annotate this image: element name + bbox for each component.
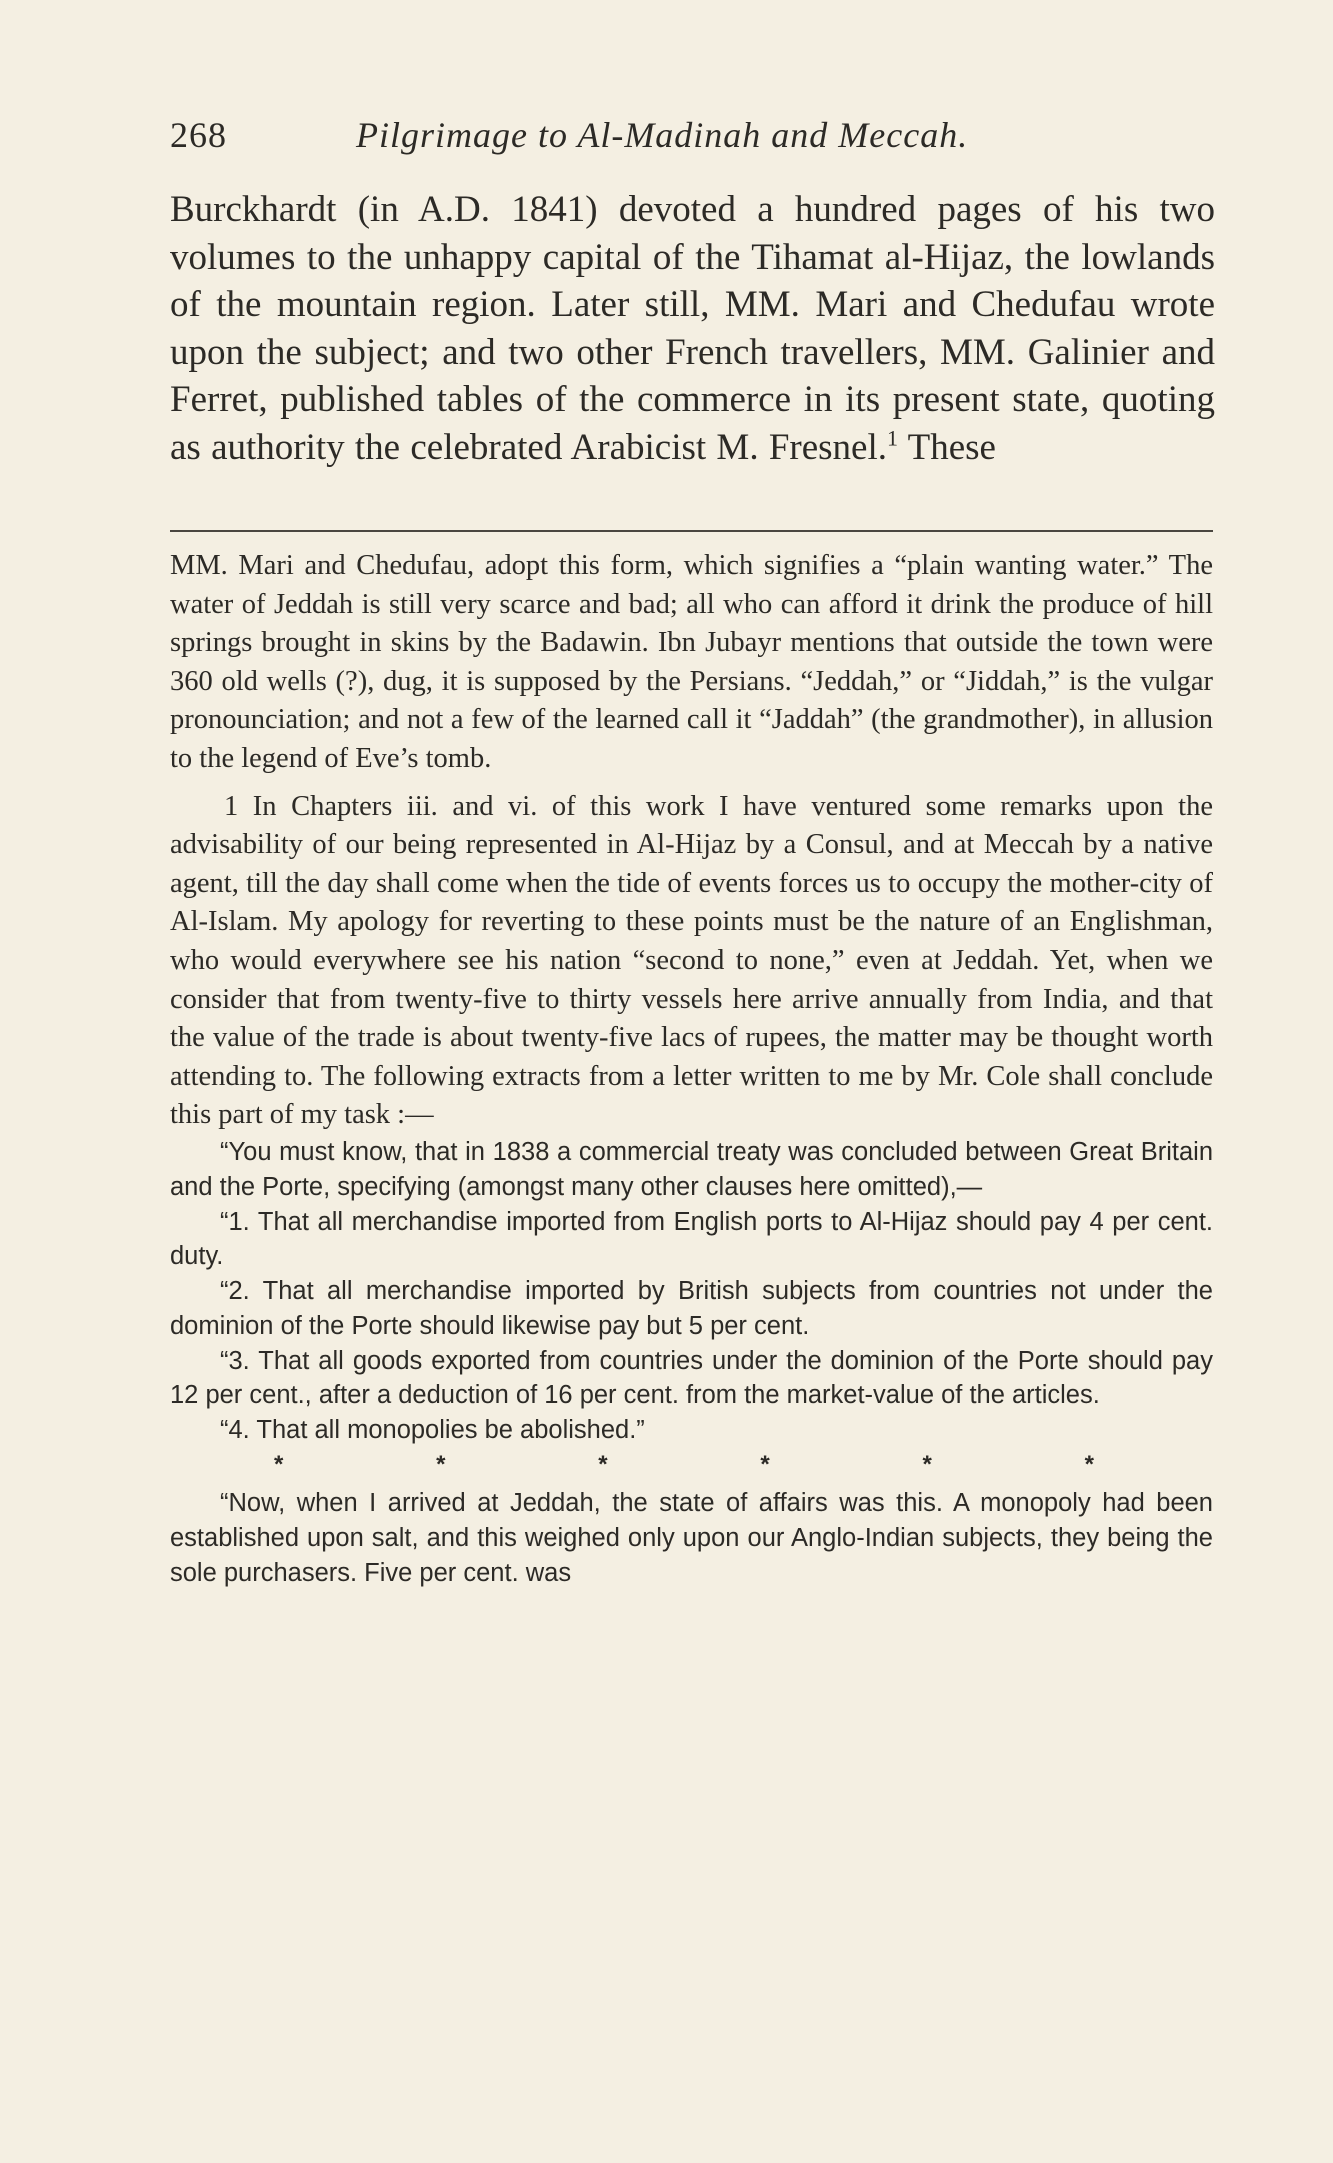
letter-clause-4: “4. That all monopolies be abolished.”: [220, 1416, 645, 1445]
star-mark: *: [922, 1451, 932, 1479]
main-text-before-note: Burckhardt (in A.D. 1841) devoted a hundred pages of his two volumes to the unhappy capital of the Tihamat al-Hijaz, the lowlands of the mountain region. Later still, MM. Mari and Chedufau wrote upon the subject; and two other French travellers, MM. Galinier and Ferret, published tables of the commerce in its present state, quoting as authority the celebrated Arabicist M. Fresnel.: [170, 189, 1215, 468]
page-number: 268: [170, 115, 227, 155]
main-paragraph: [170, 186, 1215, 471]
footnote-reference-1[interactable]: 1: [887, 425, 899, 451]
ellipsis-stars: [274, 1450, 1094, 1480]
quoted-letter: [170, 1135, 1213, 1591]
letter-clause-1: “1. That all merchandise imported from English ports to Al-Hijaz should pay 4 per cent. duty.: [170, 1207, 1213, 1271]
footnote-divider: [170, 530, 1213, 532]
star-mark: *: [598, 1451, 608, 1479]
running-title: Pilgrimage to Al-Madinah and Meccah.: [356, 115, 969, 155]
star-mark: *: [760, 1451, 770, 1479]
star-mark: *: [274, 1451, 284, 1479]
letter-continuation: “Now, when I arrived at Jeddah, the state of affairs was this. A monopoly had been established upon salt, and this weighed only upon our Anglo-Indian subjects, they being the sole purchasers. Five per cent. was: [170, 1489, 1213, 1587]
letter-clause-2: “2. That all merchandise imported by British subjects from countries not under the dominion of the Porte should likewise pay but 5 per cent.: [170, 1277, 1213, 1340]
running-head: [170, 110, 1210, 160]
star-mark: *: [1084, 1451, 1094, 1479]
star-mark: *: [436, 1451, 446, 1479]
footnote-continued: MM. Mari and Chedufau, adopt this form, which signifies a “plain wanting water.” The water of Jeddah is still very scarce and bad; all who can afford it drink the produce of hill springs brought in skins by the Badawin. Ibn Jubayr mentions that outside the town were 360 old wells (?), dug, it is supposed by the Persians. “Jeddah,” or “Jiddah,” is the vulgar pronounciation; and not a few of the learned call it “Jaddah” (the grandmother), in allusion to the legend of Eve’s tomb.: [170, 550, 1213, 774]
footnotes: [170, 547, 1213, 1590]
letter-clause-3: “3. That all goods exported from countries under the dominion of the Porte should pay 12 per cent., after a deduction of 16 per cent. from the market-value of the articles.: [170, 1346, 1213, 1410]
letter-intro: “You must know, that in 1838 a commercial treaty was concluded between Great Britain and the Porte, specifying (amongst many other clauses here omitted),—: [170, 1137, 1213, 1201]
main-text-after-note: These: [898, 426, 996, 468]
footnote-1: 1 In Chapters iii. and vi. of this work I have ventured some remarks upon the advisability of our being represented in Al-Hijaz by a Consul, and at Meccah by a native agent, till the day shall come when the tide of events forces us to occupy the mother-city of Al-Islam. My apology for reverting to these points must be the nature of an Englishman, who would everywhere see his nation “second to none,” even at Jeddah. Yet, when we consider that from twenty-five to thirty vessels here arrive annually from India, and that the value of the trade is about twenty-five lacs of rupees, the matter may be thought worth attending to. The following extracts from a letter written to me by Mr. Cole shall conclude this part of my task :—: [170, 790, 1213, 1131]
